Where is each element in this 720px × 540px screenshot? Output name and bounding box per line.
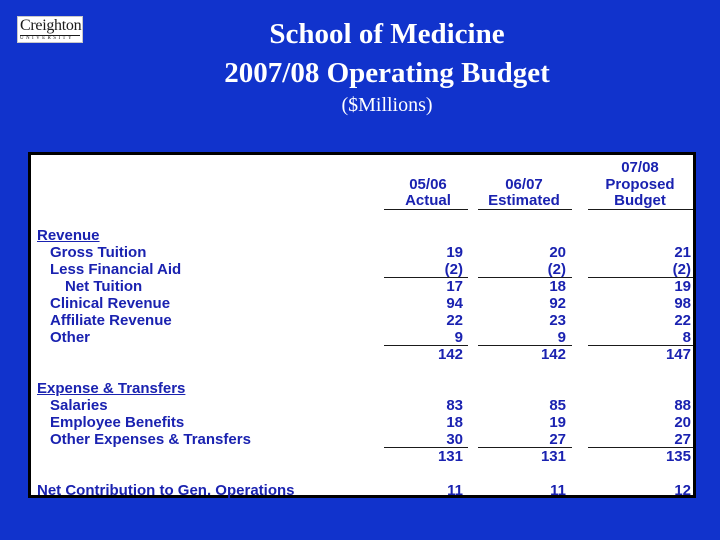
row-value: 20 — [674, 414, 691, 431]
net-contribution-value: 11 — [550, 482, 566, 499]
row-value: 8 — [682, 329, 691, 346]
row-value: 20 — [549, 244, 566, 261]
slide-title-line1: School of Medicine — [269, 18, 505, 50]
row-label-salaries: Salaries — [50, 397, 108, 414]
row-label-less-financial-aid: Less Financial Aid — [50, 261, 182, 278]
row-value: 30 — [446, 431, 463, 448]
expense-total-value: 135 — [665, 448, 691, 465]
col3-header-line1: 07/08 — [621, 159, 659, 176]
expense-header: Expense & Transfers — [37, 380, 186, 397]
net-contribution-value: 12 — [674, 482, 691, 499]
row-value: 83 — [446, 397, 463, 414]
revenue-header: Revenue — [37, 227, 100, 244]
col1-header-rule — [384, 209, 468, 210]
row-value: 19 — [674, 278, 691, 295]
slide-subtitle-units: ($Millions) — [341, 94, 433, 116]
col2-header-rule — [478, 209, 572, 210]
col3-header-line3: Budget — [614, 192, 666, 209]
row-value: 23 — [549, 312, 566, 329]
col3-header-line2: Proposed — [605, 176, 675, 193]
row-value: 22 — [446, 312, 463, 329]
col2-header-line2: 06/07 — [505, 176, 543, 193]
slide-title-line2: 2007/08 Operating Budget — [224, 57, 550, 89]
row-value: 88 — [674, 397, 691, 414]
row-value: 19 — [549, 414, 566, 431]
row-label-net-tuition: Net Tuition — [65, 278, 143, 295]
row-label-other: Other — [50, 329, 91, 346]
row-value: 17 — [446, 278, 463, 295]
row-value: (2) — [672, 261, 691, 278]
row-value: 98 — [674, 295, 691, 312]
logo-subtitle: UNIVERSITY — [20, 35, 80, 42]
row-label-clinical-revenue: Clinical Revenue — [50, 295, 171, 312]
row-value: 85 — [549, 397, 566, 414]
row-label-employee-benefits: Employee Benefits — [50, 414, 185, 431]
row-value: 27 — [674, 431, 691, 448]
row-value: (2) — [444, 261, 463, 278]
row-value: (2) — [547, 261, 566, 278]
row-value: 21 — [674, 244, 691, 261]
row-value: 94 — [446, 295, 463, 312]
row-value: 18 — [549, 278, 566, 295]
row-label-affiliate-revenue: Affiliate Revenue — [50, 312, 172, 329]
logo-name: Creighton — [20, 17, 82, 34]
row-label-other-expenses: Other Expenses & Transfers — [50, 431, 251, 448]
row-value: 9 — [454, 329, 463, 346]
row-value: 27 — [549, 431, 566, 448]
net-contribution-value: 11 — [447, 482, 463, 499]
row-value: 9 — [557, 329, 566, 346]
revenue-total-value: 147 — [665, 346, 691, 363]
row-value: 19 — [446, 244, 463, 261]
col1-header-line3: Actual — [405, 192, 451, 209]
row-value: 92 — [549, 295, 566, 312]
expense-total-value: 131 — [437, 448, 463, 465]
budget-table — [28, 152, 696, 498]
revenue-total-value: 142 — [540, 346, 566, 363]
expense-total-value: 131 — [540, 448, 566, 465]
col3-header-rule — [588, 209, 693, 210]
row-value: 18 — [446, 414, 463, 431]
row-label-net-contribution: Net Contribution to Gen. Operations — [37, 482, 295, 499]
col1-header-line2: 05/06 — [409, 176, 447, 193]
row-label-gross-tuition: Gross Tuition — [50, 244, 147, 261]
col2-header-line3: Estimated — [488, 192, 560, 209]
row-value: 22 — [674, 312, 691, 329]
revenue-total-value: 142 — [437, 346, 463, 363]
